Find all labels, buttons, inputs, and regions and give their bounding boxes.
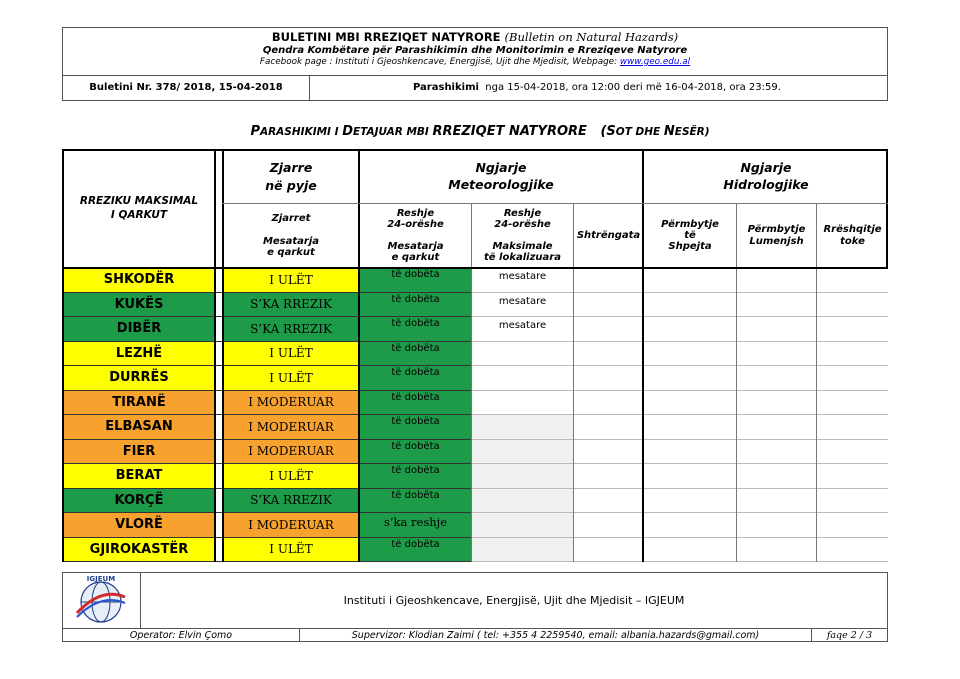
rain-max-value	[472, 342, 573, 367]
county-name: KUKËS	[64, 293, 214, 318]
grid-line	[573, 204, 574, 562]
rain-max-value	[472, 464, 573, 489]
river-flood-cell	[737, 489, 816, 514]
row-spacer	[215, 293, 222, 318]
landslide-cell	[817, 440, 888, 465]
row-spacer	[215, 513, 222, 538]
rain-max-value: mesatare	[472, 293, 573, 318]
subtitle-part: N	[663, 124, 675, 139]
rain-average-value: të dobëta	[360, 489, 471, 514]
landslide-cell	[817, 538, 888, 563]
rain-average-value: të dobëta	[360, 342, 471, 367]
subtitle-part: ESËR)	[674, 126, 710, 138]
footer-info-row	[63, 628, 887, 642]
header-rain-average: Reshje 24-orëshe Mesatarja e qarkut	[387, 207, 444, 264]
rain-max-value	[472, 391, 573, 416]
forecast-dates: nga 15-04-2018, ora 12:00 deri më 16-04-2018, ora 23:59.	[485, 82, 781, 93]
storm-cell	[574, 538, 643, 563]
fire-risk-level: I MODERUAR	[224, 391, 358, 416]
institute-logo	[63, 573, 141, 628]
subtitle-part: ARASHIKIMI I	[259, 126, 343, 138]
river-flood-cell	[737, 513, 816, 538]
grid-line	[816, 204, 817, 562]
row-spacer	[215, 415, 222, 440]
flash-flood-cell	[644, 513, 736, 538]
county-name: DIBËR	[64, 317, 214, 342]
rain-average-value: të dobëta	[360, 440, 471, 465]
flash-flood-cell	[644, 415, 736, 440]
county-name: LEZHË	[64, 342, 214, 367]
river-flood-cell	[737, 317, 816, 342]
storm-cell	[574, 489, 643, 514]
row-spacer	[215, 366, 222, 391]
subtitle-part: (S	[600, 124, 616, 139]
county-name: KORÇË	[64, 489, 214, 514]
operator-name: Operator: Elvin Çomo	[63, 629, 300, 642]
storm-cell	[574, 268, 643, 293]
rain-average-value: të dobëta	[360, 391, 471, 416]
rain-max-value: mesatare	[472, 317, 573, 342]
flash-flood-cell	[644, 342, 736, 367]
header-region: RREZIKU MAKSIMAL I QARKUT	[79, 195, 199, 221]
fire-risk-level: I ULËT	[224, 464, 358, 489]
fire-risk-level: I ULËT	[224, 366, 358, 391]
header-river-floods: Përmbytje Lumenjsh	[747, 224, 806, 247]
supervisor-contact: Supervizor: Klodian Zaimi ( tel: +355 4 2259540, email: albania.hazards@gmail.com)	[300, 629, 812, 642]
forecast-period	[413, 76, 781, 100]
rain-max-value	[472, 440, 573, 465]
flash-flood-cell	[644, 293, 736, 318]
header-forest-fires: Zjarre në pyje	[265, 159, 317, 193]
grid-line	[471, 204, 472, 562]
header-flash-floods: Përmbytje të Shpejta	[661, 218, 719, 253]
county-name: ELBASAN	[64, 415, 214, 440]
rain-max-value: mesatare	[472, 268, 573, 293]
row-spacer	[215, 391, 222, 416]
river-flood-cell	[737, 464, 816, 489]
landslide-cell	[817, 415, 888, 440]
river-flood-cell	[737, 342, 816, 367]
rain-average-value: të dobëta	[360, 366, 471, 391]
river-flood-cell	[737, 268, 816, 293]
flash-flood-cell	[644, 391, 736, 416]
river-flood-cell	[737, 440, 816, 465]
institute-name: Instituti i Gjeoshkencave, Energjisë, Ujit dhe Mjedisit – IGJEUM	[343, 594, 685, 607]
row-spacer	[215, 464, 222, 489]
contact-line	[63, 57, 887, 67]
storm-cell	[574, 513, 643, 538]
county-name: VLORË	[64, 513, 214, 538]
subtitle-part: OT DHE	[615, 126, 664, 138]
flash-flood-cell	[644, 538, 736, 563]
flash-flood-cell	[644, 440, 736, 465]
storm-cell	[574, 415, 643, 440]
bulletin-number: Buletini Nr. 378/ 2018, 15-04-2018	[63, 76, 310, 100]
page-number: faqe 2 / 3	[826, 630, 873, 641]
logo-text: IGJEUM	[86, 575, 116, 583]
landslide-cell	[817, 391, 888, 416]
fire-risk-level: I ULËT	[224, 268, 358, 293]
county-name: BERAT	[64, 464, 214, 489]
storm-cell	[574, 464, 643, 489]
landslide-cell	[817, 317, 888, 342]
grid-line	[64, 267, 888, 269]
storm-cell	[574, 391, 643, 416]
grid-line	[222, 151, 224, 562]
grid-line	[642, 151, 644, 562]
bulletin-header	[62, 27, 888, 76]
storm-cell	[574, 440, 643, 465]
storm-cell	[574, 293, 643, 318]
fire-risk-level: I ULËT	[224, 342, 358, 367]
landslide-cell	[817, 513, 888, 538]
subtitle-part: ETAJUAR MBI	[352, 126, 433, 138]
grid-line	[214, 151, 216, 562]
flash-flood-cell	[644, 268, 736, 293]
header-meteorological: Ngjarje Meteorologjike	[448, 160, 554, 192]
row-spacer	[215, 538, 222, 563]
landslide-cell	[817, 293, 888, 318]
flash-flood-cell	[644, 489, 736, 514]
bulletin-info-row	[62, 76, 888, 101]
rain-average-value: të dobëta	[360, 415, 471, 440]
rain-max-value	[472, 366, 573, 391]
storm-cell	[574, 366, 643, 391]
river-flood-cell	[737, 391, 816, 416]
flash-flood-cell	[644, 464, 736, 489]
rain-average-value: të dobëta	[360, 538, 471, 563]
river-flood-cell	[737, 293, 816, 318]
fire-risk-level: I MODERUAR	[224, 513, 358, 538]
rain-average-value: të dobëta	[360, 268, 471, 293]
row-spacer	[215, 440, 222, 465]
header-fires-average: Zjarret Mesatarja e qarkut	[262, 212, 320, 258]
rain-max-value	[472, 513, 573, 538]
title-english: (Bulletin on Natural Hazards)	[504, 30, 679, 44]
rain-average-value: të dobëta	[360, 293, 471, 318]
river-flood-cell	[737, 366, 816, 391]
fire-risk-level: S’KA RREZIK	[224, 317, 358, 342]
fire-risk-level: I MODERUAR	[224, 415, 358, 440]
fire-risk-level: I ULËT	[224, 538, 358, 563]
subtitle-part: RREZIQET NATYRORE	[432, 124, 587, 139]
website-link[interactable]: www.geo.edu.al	[619, 57, 691, 67]
storm-cell	[574, 342, 643, 367]
landslide-cell	[817, 489, 888, 514]
county-name: GJIROKASTËR	[64, 538, 214, 563]
rain-max-value	[472, 415, 573, 440]
rain-average-value: të dobëta	[360, 464, 471, 489]
storm-cell	[574, 317, 643, 342]
bulletin-footer	[62, 572, 888, 642]
row-spacer	[215, 268, 222, 293]
header-hydrological: Ngjarje Hidrologjike	[723, 160, 809, 192]
rain-max-value	[472, 538, 573, 563]
fire-risk-level: I MODERUAR	[224, 440, 358, 465]
table-subtitle	[0, 124, 960, 139]
river-flood-cell	[737, 538, 816, 563]
landslide-cell	[817, 366, 888, 391]
facebook-text: Facebook page : Instituti i Gjeoshkencave, Energjisë, Ujit dhe Mjedisit, Webpage:	[259, 57, 620, 67]
header-landslides: Rrëshqitje toke	[823, 224, 882, 247]
fire-risk-level: S’KA RREZIK	[224, 489, 358, 514]
row-spacer	[215, 317, 222, 342]
hazard-table	[62, 149, 888, 562]
landslide-cell	[817, 268, 888, 293]
landslide-cell	[817, 342, 888, 367]
subtitle-part: D	[342, 124, 353, 139]
county-name: FIER	[64, 440, 214, 465]
grid-line	[736, 204, 737, 562]
river-flood-cell	[737, 415, 816, 440]
grid-line	[222, 203, 888, 204]
rain-average-value: s’ka reshje	[360, 513, 471, 538]
subtitle-part: P	[250, 124, 260, 139]
center-name: Qendra Kombëtare për Parashikimin dhe Monitorimin e Rreziqeve Natyrore	[262, 45, 688, 56]
header-rain-max: Reshje 24-orëshe Maksimale të lokalizuara	[484, 207, 561, 264]
rain-max-value	[472, 489, 573, 514]
rain-average-value: të dobëta	[360, 317, 471, 342]
flash-flood-cell	[644, 366, 736, 391]
row-spacer	[215, 489, 222, 514]
county-name: SHKODËR	[64, 268, 214, 293]
row-spacer	[215, 342, 222, 367]
bulletin-title	[63, 30, 887, 44]
landslide-cell	[817, 464, 888, 489]
county-name: DURRËS	[64, 366, 214, 391]
county-name: TIRANË	[64, 391, 214, 416]
forecast-label: Parashikimi	[413, 82, 479, 93]
flash-flood-cell	[644, 317, 736, 342]
globe-logo-icon	[63, 573, 141, 628]
fire-risk-level: S’KA RREZIK	[224, 293, 358, 318]
header-storms: Shtrëngata	[576, 230, 641, 241]
grid-line	[358, 151, 360, 562]
title-main: BULETINI MBI RREZIQET NATYRORE	[271, 30, 501, 44]
